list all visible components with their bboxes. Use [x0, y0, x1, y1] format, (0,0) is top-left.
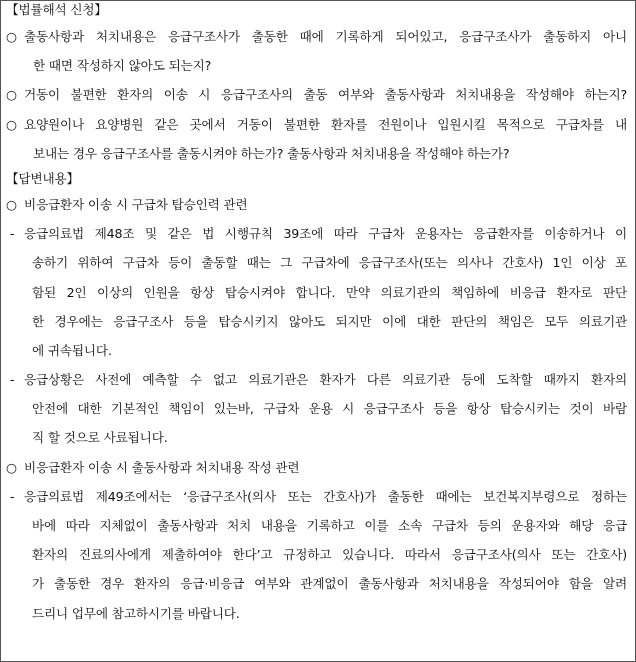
section-2-title: 비응급환자 이송 시 출동사항과 처치내용 작성 관련 [24, 459, 300, 475]
dash-marker: - [10, 226, 15, 242]
request-heading: 【법률해석 신청】 [6, 2, 107, 17]
section-1-item-1-line-5: 에 귀속됩니다. [32, 342, 112, 358]
question-2 [6, 80, 627, 109]
section-1-item-1-line-1: 응급의료법 제48조 및 같은 법 시행규칙 39조에 따라 구급차 운용자는 응급환자를 이송하거나 이 [24, 226, 627, 242]
question-1-line-1: 출동사항과 처치내용은 응급구조사가 출동한 때에 기록하게 되어있고, 응급구조사가 출동하지 아니 [24, 29, 627, 44]
section-1-item-2-line-1: 응급상황은 사전에 예측할 수 없고 의료기관은 환자가 다른 의료기관 등에 도착할 때까지 환자의 [24, 372, 627, 388]
section-1-item-1-line-2: 송하기 위하여 구급차 등이 출동할 때는 그 구급차에 응급구조사(또는 의사나 간호사) 1인 이상 포 [32, 255, 627, 271]
section-1-title-row [6, 190, 627, 219]
circle-marker-icon: ○ [6, 29, 17, 44]
question-3 [6, 110, 627, 139]
dash-marker: - [10, 488, 15, 504]
question-1 [6, 22, 627, 51]
question-3-line-1: 요양원이나 요양병원 같은 곳에서 거동이 불편한 환자를 전원이나 입원시킬 목적으로 구급차를 내 [24, 116, 627, 132]
section-2-item-1-line-1-row [6, 482, 627, 511]
section-2-item-1-line-1: 응급의료법 제49조에서는 ‘응급구조사(의사 또는 간호사)가 출동한 때에는 보건복지부령으로 정하는 [24, 488, 627, 504]
section-2-item-1-line-5: 드리니 업무에 참고하시기를 바랍니다. [32, 605, 240, 621]
question-2-line-1: 거동이 불편한 환자의 이송 시 응급구조사의 출동 여부와 출동사항과 처치내용을 작성해야 하는지? [24, 87, 627, 103]
circle-marker-icon: ○ [6, 459, 17, 475]
circle-marker-icon: ○ [6, 196, 17, 212]
section-1-item-1-line-3: 함된 2인 이상의 인원을 항상 탑승시켜야 합니다. 만약 의료기관의 책임하에 비응급 환자로 판단 [32, 284, 627, 300]
section-1-item-2-line-3: 직 할 것으로 사료됩니다. [32, 430, 168, 446]
section-2-title-row [6, 453, 627, 482]
answer-heading: 【답변내용】 [6, 170, 79, 186]
section-1-item-1-line-4: 한 경우에는 응급구조사 등을 탑승시키지 않아도 되지만 이에 대한 판단의 책임은 모두 의료기관 [32, 313, 627, 329]
circle-marker-icon: ○ [6, 87, 17, 103]
section-1-item-1-line-1-row [6, 219, 627, 248]
circle-marker-icon: ○ [6, 116, 17, 132]
dash-marker: - [10, 372, 15, 388]
section-1-item-2-line-2: 안전에 대한 기본적인 책임이 있는바, 구급차 운용 시 응급구조사 등을 항상 탑승시키는 것이 바람 [32, 401, 627, 417]
section-2-item-1-line-4: 가 출동한 경우 환자의 응급·비응급 여부와 관계없이 출동사항과 처치내용을 작성되어야 함을 알려 [32, 576, 627, 592]
question-1-line-2: 한 때면 작성하지 않아도 되는지? [33, 58, 212, 74]
section-1-item-2-line-1-row [6, 365, 627, 394]
section-2-item-1-line-2: 바에 따라 지체없이 출동사항과 처치 내용을 기록하고 이를 소속 구급차 등의 운용자와 해당 응급 [32, 518, 627, 533]
section-2-item-1-line-3: 환자의 진료의사에게 제출하여야 한다’고 규정하고 있습니다. 따라서 응급구조사(의사 또는 간호사) [32, 547, 627, 563]
section-1-title: 비응급환자 이송 시 구급차 탑승인력 관련 [24, 196, 248, 212]
question-3-line-2: 보내는 경우 응급구조사를 출동시켜야 하는가? 출동사항과 처치내용을 작성해야 하는가? [33, 145, 510, 161]
